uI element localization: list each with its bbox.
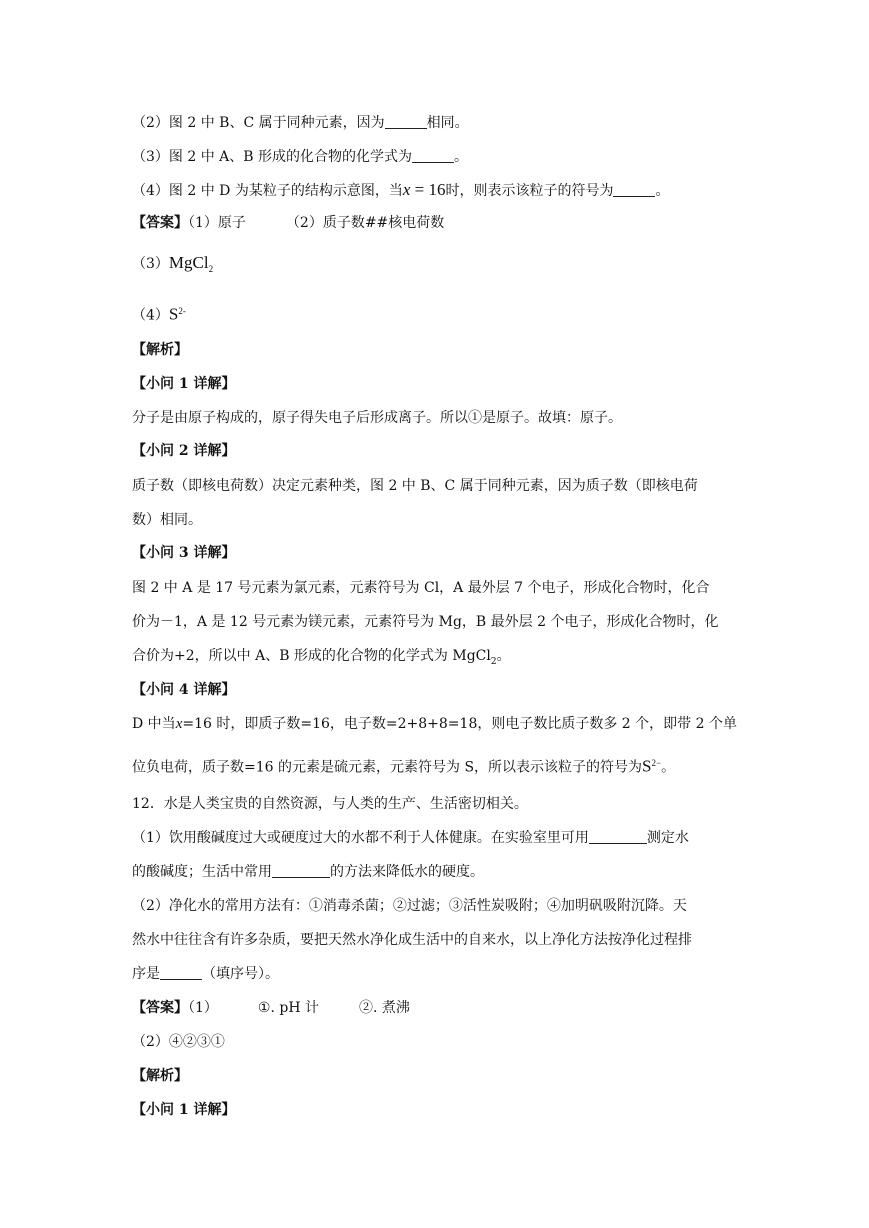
math-variable: x <box>402 180 411 199</box>
analysis-label: 【解析】 <box>132 342 188 358</box>
answer-line-1 <box>132 213 444 233</box>
subquestion-heading: 【小问 3 详解】 <box>132 545 236 561</box>
math-value: = 16 <box>410 180 446 199</box>
question-text: 相同。 <box>426 115 469 131</box>
ion-charge: 2− <box>651 758 662 768</box>
explanation-paragraph: 合价为+2，所以中 A、B 形成的化合物的化学式为 MgCl$_2$。 <box>132 648 511 667</box>
explanation-paragraph: 价为－1，A 是 12 号元素为镁元素，元素符号为 Mg，B 最外层 2 个电子，形成化合物时，化 <box>132 614 719 630</box>
question-3 <box>132 147 468 167</box>
question-12-part2: 然水中往往含有许多杂质，要把天然水净化成生活中的自来水，以上净化方法按净化过程排 <box>132 932 692 948</box>
question-12-part1: （1）饮用酸碱度过大或硬度过大的水都不利于人体健康。在实验室里可用 测定水 <box>132 830 689 846</box>
formula-subscript: 2 <box>490 656 497 667</box>
question-text: （3）图 2 中 A、B 形成的化合物的化学式为 <box>132 149 413 165</box>
answer-blank <box>385 114 427 129</box>
subquestion-heading: 【小问 1 详解】 <box>132 1102 236 1118</box>
subquestion-heading: 【小问 1 详解】 <box>132 376 236 392</box>
question-text: 。 <box>655 183 670 199</box>
question-12-part2: （2）净化水的常用方法有：①消毒杀菌；②过滤；③活性炭吸附；④加明矾吸附沉降。天 <box>132 898 687 914</box>
answer-line-12-1: 【答案】（1） ①. pH 计 ②. 煮沸 <box>132 1000 410 1016</box>
formula-subscript: 2 <box>208 263 214 274</box>
explanation-paragraph: 图 2 中 A 是 17 号元素为氯元素，元素符号为 Cl，A 最外层 7 个电子，形成化合物时，化合 <box>132 580 710 596</box>
answer-prefix: （4） <box>132 307 169 324</box>
explanation-paragraph: 数）相同。 <box>132 512 202 528</box>
answer-blank <box>160 965 202 980</box>
answer-label: 【答案】 <box>132 1000 188 1016</box>
subquestion-heading: 【小问 2 详解】 <box>132 443 236 459</box>
ion-charge: 2- <box>178 306 186 316</box>
answer-blank <box>412 148 454 163</box>
answer-item: ①. pH 计 <box>257 1000 319 1016</box>
explanation-paragraph: D 中当x=16 时，即质子数=16，电子数=2+8+8=18，则电子数比质子数多 2 个，即带 2 个单 <box>132 716 737 732</box>
question-2 <box>132 113 469 133</box>
explanation-paragraph: 位负电荷，质子数=16 的元素是硫元素，元素符号为 S，所以表示该粒子的符号为$S^{2-}$。 <box>132 756 676 776</box>
question-text: 。 <box>454 149 469 165</box>
question-12-part1: 的酸碱度；生活中常用 的方法来降低水的硬度。 <box>132 864 484 880</box>
math-variable: x <box>175 716 183 732</box>
analysis-label: 【解析】 <box>132 1068 188 1084</box>
answer-label: 【答案】 <box>132 215 188 231</box>
answer-item: （1）原子 <box>188 215 246 231</box>
answer-line-3 <box>132 253 213 279</box>
explanation-paragraph: 分子是由原子构成的，原子得失电子后形成离子。所以①是原子。故填：原子。 <box>132 410 622 426</box>
question-12-stem: 12．水是人类宝贵的自然资源，与人类的生产、生活密切相关。 <box>132 796 528 812</box>
answer-blank <box>589 829 647 844</box>
answer-line-12-2: （2）④②③① <box>132 1034 225 1050</box>
ion-symbol: S <box>642 756 652 776</box>
answer-line-4 <box>132 301 186 326</box>
chemical-formula: MgCl <box>168 253 209 272</box>
ion-symbol: S <box>168 304 179 324</box>
answer-item: （2）质子数##核电荷数 <box>285 215 445 231</box>
answer-blank <box>272 863 330 878</box>
question-text: （4）图 2 中 D 为某粒子的结构示意图，当 <box>132 183 403 199</box>
answer-item: ②. 煮沸 <box>359 1000 410 1016</box>
answer-prefix: （3） <box>132 256 169 272</box>
question-4 <box>132 180 669 201</box>
subquestion-heading: 【小问 4 详解】 <box>132 682 236 698</box>
question-text: 时，则表示该粒子的符号为 <box>445 183 614 199</box>
explanation-paragraph: 质子数（即核电荷数）决定元素种类，图 2 中 B、C 属于同种元素，因为质子数（即核电荷 <box>132 478 698 494</box>
question-12-part2: 序是 （填序号）。 <box>132 966 279 982</box>
answer-blank <box>613 182 655 197</box>
question-text: （2）图 2 中 B、C 属于同种元素，因为 <box>132 115 385 131</box>
